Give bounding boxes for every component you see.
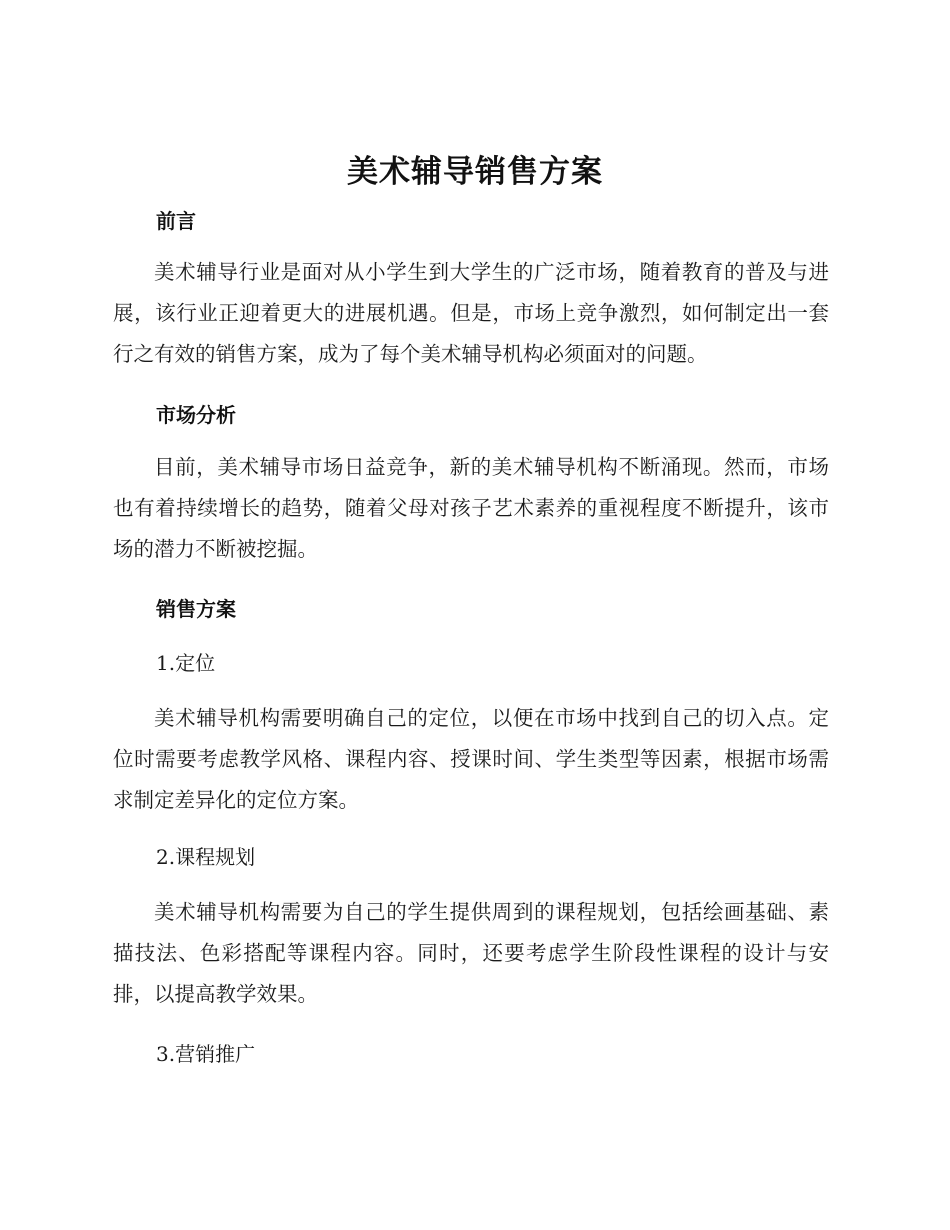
subheading-positioning: 1.定位 [156, 651, 216, 675]
section-heading-preface: 前言 [156, 209, 196, 233]
paragraph-curriculum: 美术辅导机构需要为自己的学生提供周到的课程规划，包括绘画基础、素描技法、色彩搭配等课程内容。同时，还要考虑学生阶段性课程的设计与安排，以提高教学效果。 [113, 900, 829, 1006]
section-heading-plan: 销售方案 [156, 597, 236, 621]
document-title: 美术辅导销售方案 [347, 154, 603, 190]
paragraph-preface: 美术辅导行业是面对从小学生到大学生的广泛市场，随着教育的普及与进展，该行业正迎着更大的进展机遇。但是，市场上竞争激烈，如何制定出一套行之有效的销售方案，成为了每个美术辅导机构必须面对的问题。 [113, 260, 829, 366]
section-heading-market: 市场分析 [156, 403, 236, 427]
subheading-curriculum: 2.课程规划 [156, 845, 256, 869]
subheading-marketing: 3.营销推广 [156, 1042, 256, 1066]
paragraph-market: 目前，美术辅导市场日益竞争，新的美术辅导机构不断涌现。然而，市场也有着持续增长的趋势，随着父母对孩子艺术素养的重视程度不断提升，该市场的潜力不断被挖掘。 [113, 455, 829, 561]
paragraph-positioning: 美术辅导机构需要明确自己的定位，以便在市场中找到自己的切入点。定位时需要考虑教学风格、课程内容、授课时间、学生类型等因素，根据市场需求制定差异化的定位方案。 [113, 706, 829, 812]
